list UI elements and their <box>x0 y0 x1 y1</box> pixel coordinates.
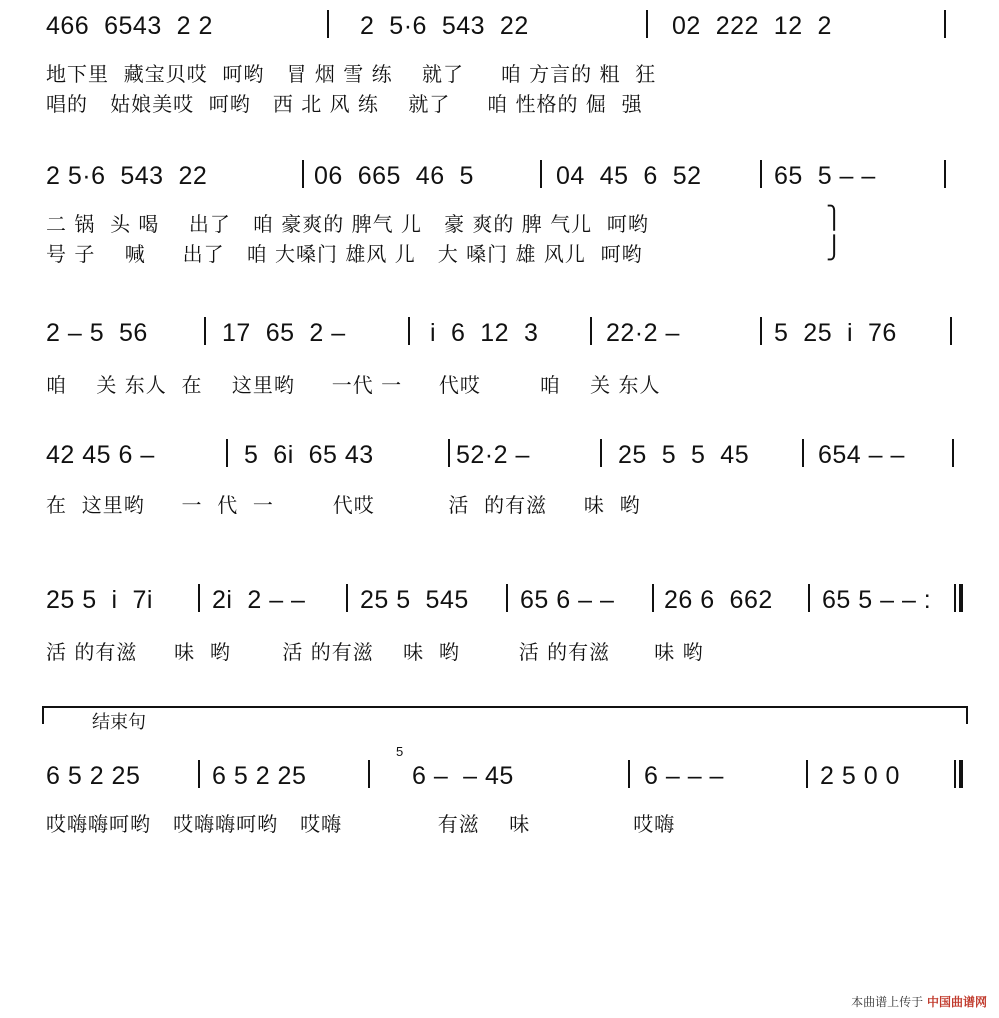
repeat-end-bar-line <box>954 584 956 612</box>
site-logo-text[interactable]: 中国曲谱网 <box>926 995 987 1009</box>
verse-brace: ⎭ <box>826 236 843 261</box>
bar-line <box>808 584 810 612</box>
bar-line <box>198 584 200 612</box>
final-bar-line <box>954 760 956 788</box>
bar-line <box>302 160 304 188</box>
measure: 52·2 – <box>456 441 530 469</box>
notation-line <box>0 6 999 46</box>
notation-line <box>0 744 999 796</box>
bar-line <box>628 760 630 788</box>
bar-line <box>952 439 954 467</box>
lyric-verse-2: 唱的 姑娘美哎 呵哟 西 北 风 练 就了 咱 性格的 倔 强 <box>46 92 643 116</box>
measure: 5 25 i 76 <box>774 319 897 347</box>
verse-brace: ⎫ <box>826 206 843 231</box>
lyric-line: 咱 关 东人 在 这里哟 一代 一 代哎 咱 关 东人 <box>46 373 661 397</box>
ending-bracket <box>42 706 968 726</box>
bar-line <box>652 584 654 612</box>
measure: 04 45 6 52 <box>556 162 702 190</box>
bar-line <box>506 584 508 612</box>
measure: 6 5 2 25 <box>46 762 141 790</box>
bar-line <box>944 10 946 38</box>
bar-line <box>346 584 348 612</box>
bar-line <box>448 439 450 467</box>
measure: 17 65 2 – <box>222 319 346 347</box>
measure: 42 45 6 – <box>46 441 155 469</box>
measure: 06 665 46 5 <box>314 162 474 190</box>
bar-line <box>368 760 370 788</box>
measure: 2i 2 – – <box>212 586 306 614</box>
bar-line <box>198 760 200 788</box>
bar-line <box>802 439 804 467</box>
measure: 466 6543 2 2 <box>46 12 213 40</box>
notation-line <box>0 435 999 475</box>
notation-line <box>0 580 999 620</box>
measure: 65 5 – – <box>774 162 876 190</box>
measure: 2 5·6 543 22 <box>360 12 529 40</box>
measure: i 6 12 3 <box>430 319 539 347</box>
measure: 6 – – – <box>644 762 724 790</box>
bar-line <box>408 317 410 345</box>
repeat-end-thick-line <box>959 584 963 612</box>
lyric-line: 哎嗨嗨呵哟 哎嗨嗨呵哟 哎嗨 有滋 味 哎嗨 <box>46 812 676 836</box>
bar-line <box>646 10 648 38</box>
measure: 654 – – <box>818 441 905 469</box>
measure: 25 5 i 7i <box>46 586 153 614</box>
measure: 2 – 5 56 <box>46 319 148 347</box>
measure: 02 222 12 2 <box>672 12 832 40</box>
measure: 25 5 5 45 <box>618 441 750 469</box>
bar-line <box>327 10 329 38</box>
measure: 2 5 0 0 <box>820 762 900 790</box>
notation-line <box>0 156 999 196</box>
bar-line <box>600 439 602 467</box>
bar-line <box>950 317 952 345</box>
measure: 65 5 – – : <box>822 586 932 614</box>
measure: 22·2 – <box>606 319 680 347</box>
lyric-verse-2: 号 子 喊 出了 咱 大嗓门 雄风 儿 大 嗓门 雄 风儿 呵哟 <box>46 242 643 266</box>
notation-line <box>0 313 999 353</box>
bar-line <box>944 160 946 188</box>
bar-line <box>760 160 762 188</box>
final-thick-line <box>959 760 963 788</box>
measure: 25 5 545 <box>360 586 469 614</box>
lyric-verse-1: 地下里 藏宝贝哎 呵哟 冒 烟 雪 练 就了 咱 方言的 粗 狂 <box>46 62 657 86</box>
bar-line <box>590 317 592 345</box>
lyric-verse-1: 二 锅 头 喝 出了 咱 豪爽的 脾气 儿 豪 爽的 脾 气儿 呵哟 <box>46 212 649 236</box>
measure: 26 6 662 <box>664 586 773 614</box>
measure: 6 – – 45 <box>412 762 514 790</box>
lyric-line: 在 这里哟 一 代 一 代哎 活 的有滋 味 哟 <box>46 493 641 517</box>
bar-line <box>204 317 206 345</box>
upload-credit-prefix: 本曲谱上传于 <box>851 995 924 1009</box>
lyric-line: 活 的有滋 味 哟 活 的有滋 味 哟 活 的有滋 味 哟 <box>46 640 704 664</box>
ending-label: 结束句 <box>88 708 150 734</box>
bar-line <box>540 160 542 188</box>
grace-note: 5 <box>396 744 404 759</box>
upload-credit <box>851 993 987 1010</box>
bar-line <box>760 317 762 345</box>
measure: 5 6i 65 43 <box>244 441 374 469</box>
bar-line <box>806 760 808 788</box>
measure: 65 6 – – <box>520 586 615 614</box>
measure: 6 5 2 25 <box>212 762 307 790</box>
measure: 2 5·6 543 22 <box>46 162 208 190</box>
bar-line <box>226 439 228 467</box>
